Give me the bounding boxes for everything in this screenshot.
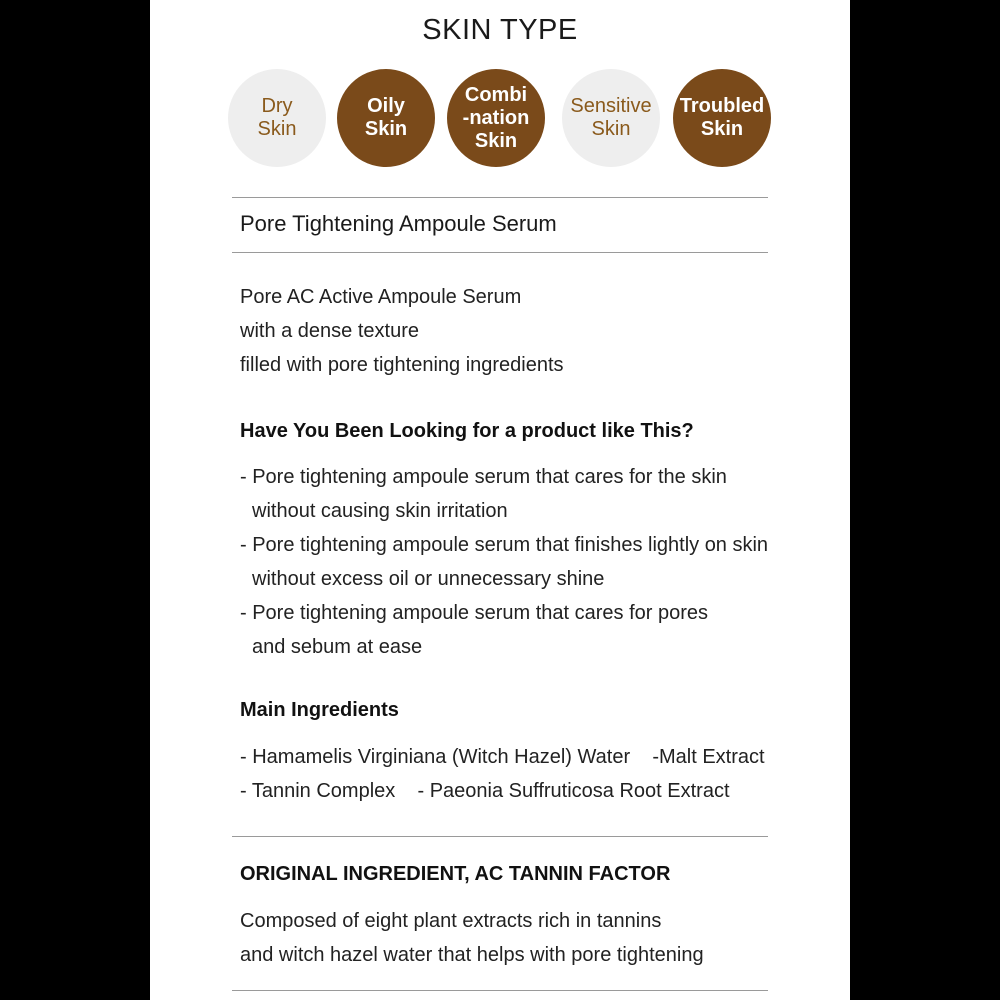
- original-ingredient-text: [240, 904, 704, 972]
- skin-type-troubled: Troubled Skin: [673, 69, 771, 167]
- looking-for-title: Have You Been Looking for a product like This?: [240, 420, 694, 442]
- list-item-continuation: and sebum at ease: [252, 636, 423, 658]
- skin-type-heading: SKIN TYPE: [422, 14, 578, 46]
- product-title: Pore Tightening Ampoule Serum: [240, 211, 557, 236]
- ingredient-line: - Tannin Complex - Paeonia Suffruticosa Root Extract: [240, 780, 730, 802]
- ingredient-line: - Hamamelis Virginiana (Witch Hazel) Water -Malt Extract: [240, 746, 765, 768]
- list-item-continuation: without excess oil or unnecessary shine: [252, 568, 605, 590]
- list-item: - Pore tightening ampoule serum that cares for the skin: [240, 466, 727, 488]
- main-ingredients-title: Main Ingredients: [240, 699, 399, 721]
- list-item: - Pore tightening ampoule serum that cares for pores: [240, 602, 709, 624]
- skin-type-sensitive: Sensitive Skin: [562, 69, 660, 167]
- main-ingredients-list: [240, 740, 765, 808]
- product-description: [240, 280, 564, 382]
- divider: [232, 197, 768, 198]
- divider: [232, 836, 768, 837]
- skin-type-combination: Combi -nation Skin: [447, 69, 545, 167]
- divider: [232, 252, 768, 253]
- original-ingredient-line: and witch hazel water that helps with pore tightening: [240, 944, 704, 966]
- description-line: filled with pore tightening ingredients: [240, 354, 564, 376]
- description-line: with a dense texture: [240, 320, 419, 342]
- description-line: Pore AC Active Ampoule Serum: [240, 286, 522, 308]
- looking-for-list: [240, 460, 768, 664]
- skin-type-selector: [228, 69, 773, 169]
- list-item-continuation: without causing skin irritation: [252, 500, 508, 522]
- skin-type-dry: Dry Skin: [228, 69, 326, 167]
- list-item: - Pore tightening ampoule serum that finishes lightly on skin: [240, 534, 769, 556]
- product-detail-panel: [150, 0, 850, 1000]
- original-ingredient-line: Composed of eight plant extracts rich in tannins: [240, 910, 662, 932]
- skin-type-oily: Oily Skin: [337, 69, 435, 167]
- original-ingredient-title: ORIGINAL INGREDIENT, AC TANNIN FACTOR: [240, 863, 671, 885]
- divider: [232, 990, 768, 991]
